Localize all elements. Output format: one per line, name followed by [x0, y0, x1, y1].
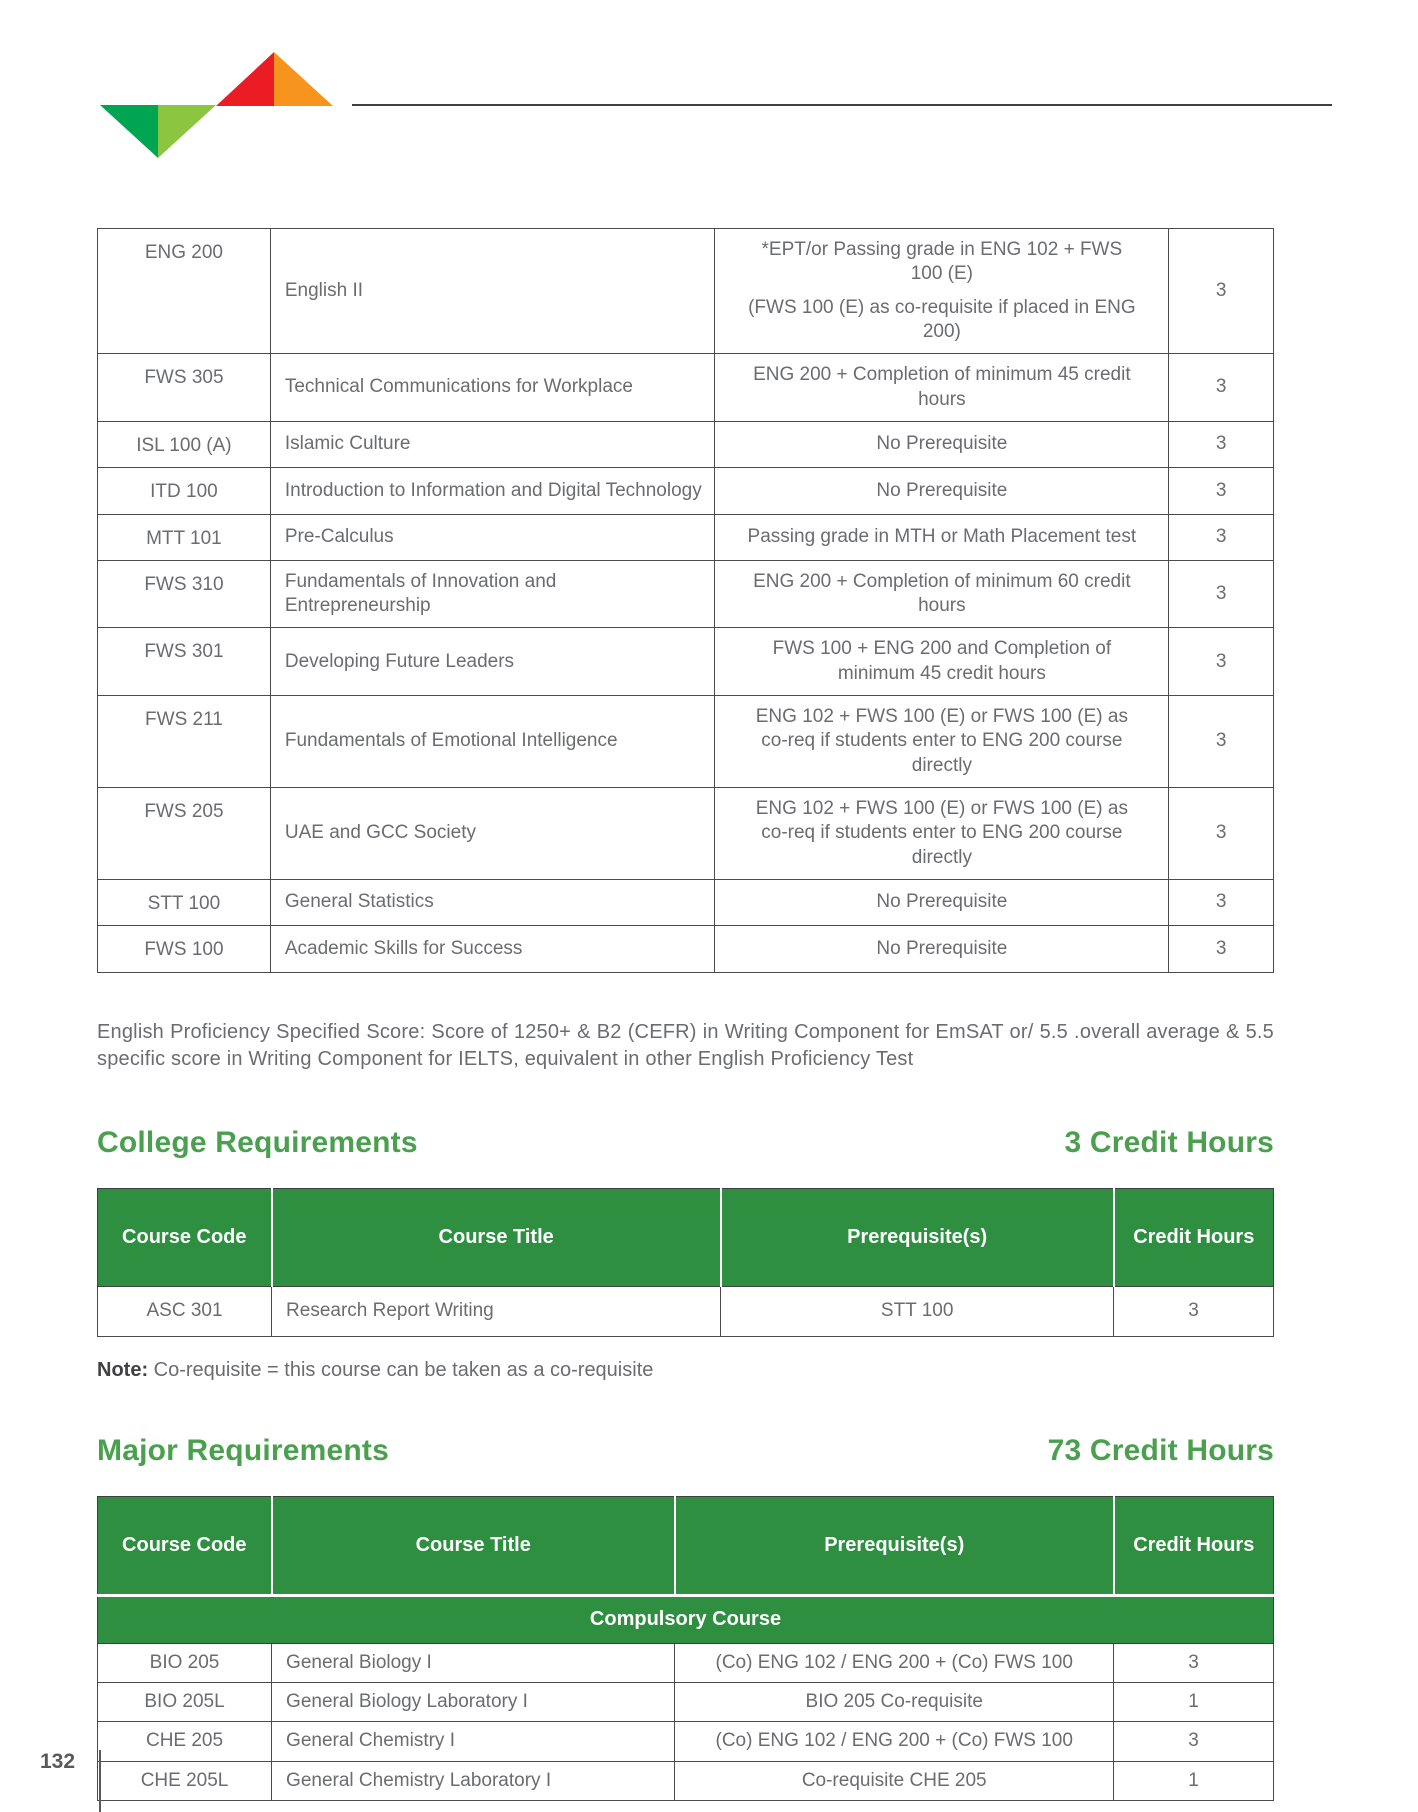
prerequisite-text: No Prerequisite	[876, 891, 1008, 913]
column-header: Credit Hours	[1114, 1188, 1274, 1287]
column-header: Credit Hours	[1114, 1496, 1274, 1596]
footer-divider-line	[99, 1750, 101, 1812]
course-code-cell: FWS 305	[98, 354, 271, 422]
prerequisite-text: No Prerequisite	[876, 479, 1008, 501]
credit-hours-cell: 3	[1169, 514, 1274, 560]
prerequisite-text: (FWS 100 (E) as co-requisite if placed in ENG 200)	[748, 296, 1136, 342]
course-title-cell: UAE and GCC Society	[270, 788, 715, 880]
credit-hours-cell: 3	[1114, 1287, 1274, 1336]
table-row	[98, 229, 1274, 354]
course-code-cell: CHE 205	[98, 1722, 272, 1761]
prerequisite-cell: BIO 205 Co-requisite	[675, 1683, 1114, 1722]
prerequisite-cell	[715, 229, 1169, 354]
course-code-cell: FWS 100	[98, 926, 271, 972]
note-text: Co-requisite = this course can be taken as a co-requisite	[148, 1358, 654, 1381]
course-code-cell: FWS 211	[98, 696, 271, 788]
course-title-cell: Introduction to Information and Digital Technology	[270, 468, 715, 514]
prerequisite-text: ENG 102 + FWS 100 (E) or FWS 100 (E) as co-req if students enter to ENG 200 course directly	[755, 706, 1128, 776]
college-requirements-heading: College Requirements	[97, 1125, 418, 1159]
prerequisite-cell	[715, 468, 1169, 514]
english-proficiency-note: English Proficiency Specified Score: Score of 1250+ & B2 (CEFR) in Writing Component for EmSAT or/ 5.5 .overall average & 5.5 specific score in Writing Component for IELTS, equivalent in other English Proficiency Test	[97, 1020, 1274, 1071]
course-code-cell: STT 100	[98, 879, 271, 925]
table-row	[98, 788, 1274, 880]
credit-hours-cell: 3	[1169, 421, 1274, 467]
table-row	[98, 468, 1274, 514]
page-number: 132	[40, 1750, 76, 1773]
table-row	[98, 514, 1274, 560]
prerequisite-cell	[715, 354, 1169, 422]
column-header: Course Code	[98, 1188, 272, 1287]
table-row	[98, 560, 1274, 628]
subheader-cell: Compulsory Course	[98, 1596, 1274, 1644]
course-title-cell: Fundamentals of Innovation and Entrepreneurship	[270, 560, 715, 628]
prerequisite-cell: Co-requisite CHE 205	[675, 1761, 1114, 1800]
course-title-cell: Fundamentals of Emotional Intelligence	[270, 696, 715, 788]
credit-hours-cell: 1	[1114, 1683, 1274, 1722]
prerequisite-cell	[715, 514, 1169, 560]
general-education-courses-table	[97, 228, 1274, 973]
table-row	[98, 696, 1274, 788]
course-code-cell: FWS 310	[98, 560, 271, 628]
table-row	[98, 1287, 1274, 1336]
major-requirements-heading: Major Requirements	[97, 1433, 389, 1467]
credit-hours-cell: 3	[1169, 468, 1274, 514]
prerequisite-cell	[715, 628, 1169, 696]
credit-hours-cell: 1	[1114, 1761, 1274, 1800]
header-row	[98, 1188, 1274, 1287]
credit-hours-cell: 3	[1114, 1722, 1274, 1761]
prerequisite-cell	[715, 560, 1169, 628]
course-title-cell: General Chemistry I	[272, 1722, 675, 1761]
credit-hours-cell: 3	[1169, 879, 1274, 925]
credit-hours-cell: 3	[1169, 354, 1274, 422]
course-title-cell: Pre-Calculus	[270, 514, 715, 560]
table-row	[98, 421, 1274, 467]
college-requirements-table	[97, 1188, 1274, 1337]
course-title-cell: Islamic Culture	[270, 421, 715, 467]
course-code-cell: ENG 200	[98, 229, 271, 354]
header-row	[98, 1496, 1274, 1596]
credit-hours-cell: 3	[1114, 1643, 1274, 1682]
column-header: Prerequisite(s)	[675, 1496, 1114, 1596]
table-row	[98, 1643, 1274, 1682]
prerequisite-cell	[715, 696, 1169, 788]
prerequisite-cell: STT 100	[721, 1287, 1114, 1336]
prerequisite-cell	[715, 926, 1169, 972]
table-row	[98, 1683, 1274, 1722]
column-header: Prerequisite(s)	[721, 1188, 1114, 1287]
course-title-cell: General Biology I	[272, 1643, 675, 1682]
course-title-cell: Academic Skills for Success	[270, 926, 715, 972]
co-requisite-note	[97, 1359, 1274, 1382]
prerequisite-text: *EPT/or Passing grade in ENG 102 + FWS 100 (E)	[761, 239, 1123, 285]
prerequisite-text: ENG 200 + Completion of minimum 60 credit hours	[753, 570, 1131, 617]
credit-hours-cell: 3	[1169, 560, 1274, 628]
course-title-cell: Technical Communications for Workplace	[270, 354, 715, 422]
college-requirements-heading-row	[97, 1126, 1274, 1160]
prerequisite-cell	[715, 421, 1169, 467]
prerequisite-text: No Prerequisite	[876, 433, 1008, 455]
credit-hours-cell: 3	[1169, 926, 1274, 972]
credit-hours-cell: 3	[1169, 788, 1274, 880]
prerequisite-cell	[715, 879, 1169, 925]
table-row	[98, 628, 1274, 696]
course-title-cell: General Chemistry Laboratory I	[272, 1761, 675, 1800]
major-requirements-heading-row	[97, 1434, 1274, 1468]
prerequisite-text: No Prerequisite	[876, 937, 1008, 959]
course-code-cell: BIO 205	[98, 1643, 272, 1682]
table-row	[98, 879, 1274, 925]
course-code-cell: ASC 301	[98, 1287, 272, 1336]
course-title-cell: Research Report Writing	[272, 1287, 721, 1336]
prerequisite-text: FWS 100 + ENG 200 and Completion of minimum 45 credit hours	[772, 638, 1112, 684]
course-code-cell: MTT 101	[98, 514, 271, 560]
course-title-cell: Developing Future Leaders	[270, 628, 715, 696]
prerequisite-text: ENG 200 + Completion of minimum 45 credit hours	[753, 364, 1131, 410]
table-row	[98, 926, 1274, 972]
prerequisite-text: Passing grade in MTH or Math Placement test	[747, 526, 1137, 547]
note-label: Note:	[97, 1358, 149, 1381]
college-requirements-credit-hours: 3 Credit Hours	[1064, 1125, 1274, 1159]
column-header: Course Code	[98, 1496, 272, 1596]
page-footer	[0, 1750, 1418, 1812]
column-header: Course Title	[272, 1188, 721, 1287]
page-content	[97, 0, 1274, 1801]
major-requirements-credit-hours: 73 Credit Hours	[1047, 1433, 1274, 1467]
course-title-cell: General Statistics	[270, 879, 715, 925]
course-title-cell: English II	[270, 229, 715, 354]
prerequisite-cell	[715, 788, 1169, 880]
table-row	[98, 354, 1274, 422]
credit-hours-cell: 3	[1169, 628, 1274, 696]
credit-hours-cell: 3	[1169, 696, 1274, 788]
subheader-row	[98, 1596, 1274, 1644]
column-header: Course Title	[272, 1496, 675, 1596]
prerequisite-cell: (Co) ENG 102 / ENG 200 + (Co) FWS 100	[675, 1722, 1114, 1761]
credit-hours-cell: 3	[1169, 229, 1274, 354]
course-title-cell: General Biology Laboratory I	[272, 1683, 675, 1722]
course-code-cell: FWS 205	[98, 788, 271, 880]
prerequisite-text: ENG 102 + FWS 100 (E) or FWS 100 (E) as co-req if students enter to ENG 200 course directly	[755, 798, 1128, 868]
course-code-cell: ITD 100	[98, 468, 271, 514]
prerequisite-cell: (Co) ENG 102 / ENG 200 + (Co) FWS 100	[675, 1643, 1114, 1682]
course-code-cell: FWS 301	[98, 628, 271, 696]
course-code-cell: BIO 205L	[98, 1683, 272, 1722]
course-code-cell: ISL 100 (A)	[98, 421, 271, 467]
course-code-cell: CHE 205L	[98, 1761, 272, 1800]
